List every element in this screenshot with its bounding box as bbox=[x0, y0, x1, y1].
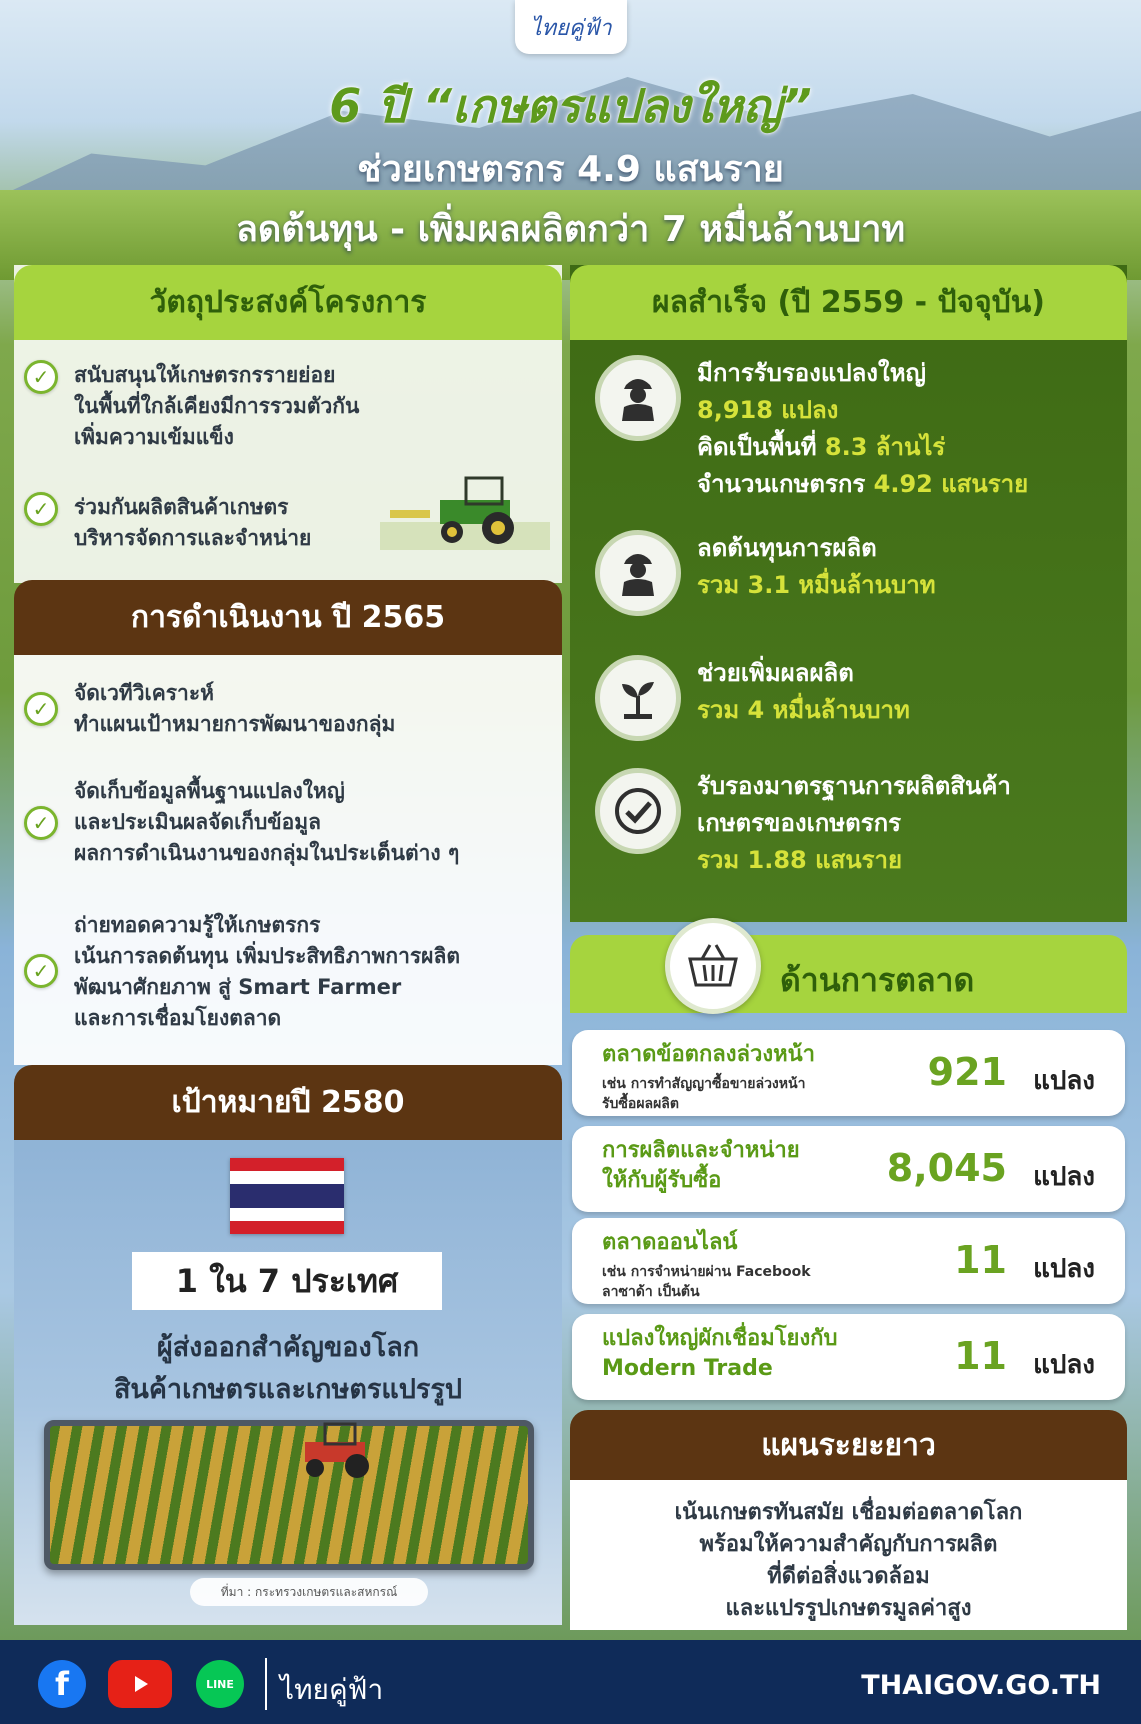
facebook-icon[interactable]: f bbox=[38, 1660, 86, 1708]
tractor-illustration bbox=[285, 1420, 395, 1480]
operation-line: และการเชื่อมโยงตลาด bbox=[74, 1006, 282, 1030]
marketing-unit: แปลง bbox=[1033, 1350, 1095, 1380]
goal-line-2: สินค้าเกษตรและเกษตรแปรรูป bbox=[113, 1374, 463, 1405]
rank-badge: 1 ใน 7 ประเทศ bbox=[132, 1252, 442, 1310]
thai-flag-icon bbox=[230, 1158, 344, 1234]
thaikufah-logo bbox=[515, 0, 627, 54]
goal-header bbox=[14, 1065, 562, 1140]
source-note: ที่มา : กระทรวงเกษตรและสหกรณ์ bbox=[190, 1578, 428, 1606]
marketing-label: การผลิตและจำหน่าย bbox=[602, 1138, 800, 1163]
check-icon: ✓ bbox=[24, 360, 58, 394]
farmer-icon bbox=[595, 530, 681, 616]
plan-line: ที่ดีต่อสิ่งแวดล้อม bbox=[767, 1564, 930, 1589]
logo-text: ไทยคู่ฟ้า bbox=[530, 15, 612, 41]
marketing-label: ตลาดข้อตกลงล่วงหน้า bbox=[602, 1042, 815, 1067]
check-icon: ✓ bbox=[24, 492, 58, 526]
operation-item bbox=[24, 776, 459, 869]
objective-line: เพิ่มความเข้มแข็ง bbox=[74, 425, 234, 449]
footer-divider bbox=[265, 1658, 267, 1710]
flag-stripe bbox=[230, 1221, 344, 1234]
achievement-label: ลดต้นทุนการผลิต bbox=[697, 534, 877, 562]
operations-header bbox=[14, 580, 562, 655]
achievement-item bbox=[595, 655, 910, 741]
marketing-value: 921 bbox=[927, 1050, 1007, 1094]
plan-heading: แผนระยะยาว bbox=[570, 1410, 1127, 1480]
marketing-label: Modern Trade bbox=[602, 1356, 773, 1381]
operations-heading: การดำเนินงาน ปี 2565 bbox=[14, 580, 562, 655]
marketing-sub: ลาซาด้า เป็นต้น bbox=[602, 1284, 700, 1300]
operation-line: จัดเวทีวิเคราะห์ bbox=[74, 681, 214, 705]
marketing-label: แปลงใหญ่ผักเชื่อมโยงกับ bbox=[602, 1326, 838, 1351]
marketing-row bbox=[572, 1126, 1125, 1212]
marketing-sub: รับซื้อผลผลิต bbox=[602, 1096, 679, 1112]
achievement-item bbox=[595, 355, 1028, 503]
achievement-value: 8.3 ล้านไร่ bbox=[824, 433, 946, 461]
plan-line: และแปรรูปเกษตรมูลค่าสูง bbox=[725, 1596, 972, 1621]
objectives-header bbox=[14, 265, 562, 340]
flag-stripe bbox=[230, 1171, 344, 1184]
marketing-heading: ด้านการตลาด bbox=[780, 961, 975, 999]
line-icon[interactable] bbox=[196, 1660, 244, 1708]
goal-line-1: ผู้ส่งออกสำคัญของโลก bbox=[156, 1332, 420, 1363]
line-icon-text: LINE bbox=[206, 1677, 234, 1691]
objective-item bbox=[24, 492, 311, 554]
marketing-unit: แปลง bbox=[1033, 1066, 1095, 1096]
achievement-label: มีการรับรองแปลงใหญ่ bbox=[697, 359, 926, 387]
achievement-item bbox=[595, 530, 936, 616]
marketing-value: 8,045 bbox=[886, 1146, 1007, 1190]
operation-line: ผลการดำเนินงานของกลุ่มในประเด็นต่าง ๆ bbox=[74, 841, 460, 865]
plan-line: เน้นเกษตรทันสมัย เชื่อมต่อตลาดโลก bbox=[674, 1500, 1023, 1525]
youtube-icon[interactable] bbox=[108, 1660, 172, 1708]
marketing-sub: เช่น การทำสัญญาซื้อขายล่วงหน้า bbox=[602, 1076, 806, 1092]
achievement-label: คิดเป็นพื้นที่ bbox=[697, 433, 825, 461]
objective-line: บริหารจัดการและจำหน่าย bbox=[74, 526, 312, 550]
subtitle-cost-output: ลดต้นทุน - เพิ่มผลผลิตกว่า 7 หมื่นล้านบาท bbox=[235, 209, 906, 250]
objective-line: ร่วมกันผลิตสินค้าเกษตร bbox=[74, 495, 289, 519]
footer-url[interactable]: THAIGOV.GO.TH bbox=[861, 1670, 1101, 1701]
objectives-heading: วัตถุประสงค์โครงการ bbox=[14, 265, 562, 340]
flag-stripe bbox=[230, 1184, 344, 1208]
marketing-unit: แปลง bbox=[1033, 1162, 1095, 1192]
operation-line: และประเมินผลจัดเก็บข้อมูล bbox=[74, 810, 321, 834]
operation-item bbox=[24, 910, 460, 1034]
tractor-illustration bbox=[380, 470, 550, 550]
achievements-heading: ผลสำเร็จ (ปี 2559 - ปัจจุบัน) bbox=[570, 265, 1127, 340]
achievements-header bbox=[570, 265, 1127, 340]
flag-stripe bbox=[230, 1208, 344, 1221]
goal-heading: เป้าหมายปี 2580 bbox=[14, 1065, 562, 1140]
marketing-unit: แปลง bbox=[1033, 1254, 1095, 1284]
subtitle-farmers: ช่วยเกษตรกร 4.9 แสนราย bbox=[357, 149, 784, 190]
operation-line: เน้นการลดต้นทุน เพิ่มประสิทธิภาพการผลิต bbox=[74, 944, 460, 968]
operation-line: จัดเก็บข้อมูลพื้นฐานแปลงใหญ่ bbox=[74, 779, 345, 803]
achievement-label: ช่วยเพิ่มผลผลิต bbox=[697, 659, 854, 687]
farmer-icon bbox=[595, 355, 681, 441]
marketing-sub: เช่น การจำหน่ายผ่าน Facebook bbox=[602, 1264, 811, 1280]
achievement-value: 4.92 แสนราย bbox=[873, 470, 1029, 498]
achievement-value: รวม 1.88 แสนราย bbox=[697, 846, 903, 874]
achievement-label: จำนวนเกษตรกร bbox=[697, 470, 874, 498]
marketing-row bbox=[572, 1030, 1125, 1116]
footer-brand-name: ไทยคู่ฟ้า bbox=[280, 1673, 384, 1706]
achievement-value: รวม 4 หมื่นล้านบาท bbox=[697, 696, 910, 724]
flag-stripe bbox=[230, 1158, 344, 1171]
plan-line: พร้อมให้ความสำคัญกับการผลิต bbox=[699, 1532, 998, 1557]
achievement-label: เกษตรของเกษตรกร bbox=[697, 809, 902, 837]
achievement-value: 8,918 แปลง bbox=[697, 396, 839, 424]
check-icon: ✓ bbox=[24, 692, 58, 726]
achievement-value: รวม 3.1 หมื่นล้านบาท bbox=[697, 571, 936, 599]
basket-icon bbox=[665, 918, 761, 1014]
objective-line: สนับสนุนให้เกษตรกรรายย่อย bbox=[74, 363, 336, 387]
check-icon: ✓ bbox=[24, 954, 58, 988]
objective-item bbox=[24, 360, 359, 453]
main-title: 6 ปี “เกษตรแปลงใหญ่” bbox=[329, 79, 812, 133]
marketing-row bbox=[572, 1218, 1125, 1304]
sprout-icon bbox=[595, 655, 681, 741]
marketing-label: ตลาดออนไลน์ bbox=[602, 1230, 738, 1255]
marketing-row bbox=[572, 1314, 1125, 1400]
achievement-item bbox=[595, 768, 1011, 879]
achievement-label: รับรองมาตรฐานการผลิตสินค้า bbox=[697, 772, 1011, 800]
marketing-value: 11 bbox=[954, 1334, 1007, 1378]
marketing-label: ให้กับผู้รับซื้อ bbox=[602, 1168, 722, 1193]
marketing-value: 11 bbox=[954, 1238, 1007, 1282]
check-circle-icon bbox=[595, 768, 681, 854]
objective-line: ในพื้นที่ใกล้เคียงมีการรวมตัวกัน bbox=[74, 394, 360, 418]
check-icon: ✓ bbox=[24, 806, 58, 840]
operation-line: ถ่ายทอดความรู้ให้เกษตรกร bbox=[74, 913, 321, 937]
operation-item bbox=[24, 678, 395, 740]
operation-line: ทำแผนเป้าหมายการพัฒนาของกลุ่ม bbox=[74, 712, 396, 736]
operation-line: พัฒนาศักยภาพ สู่ Smart Farmer bbox=[74, 975, 402, 999]
